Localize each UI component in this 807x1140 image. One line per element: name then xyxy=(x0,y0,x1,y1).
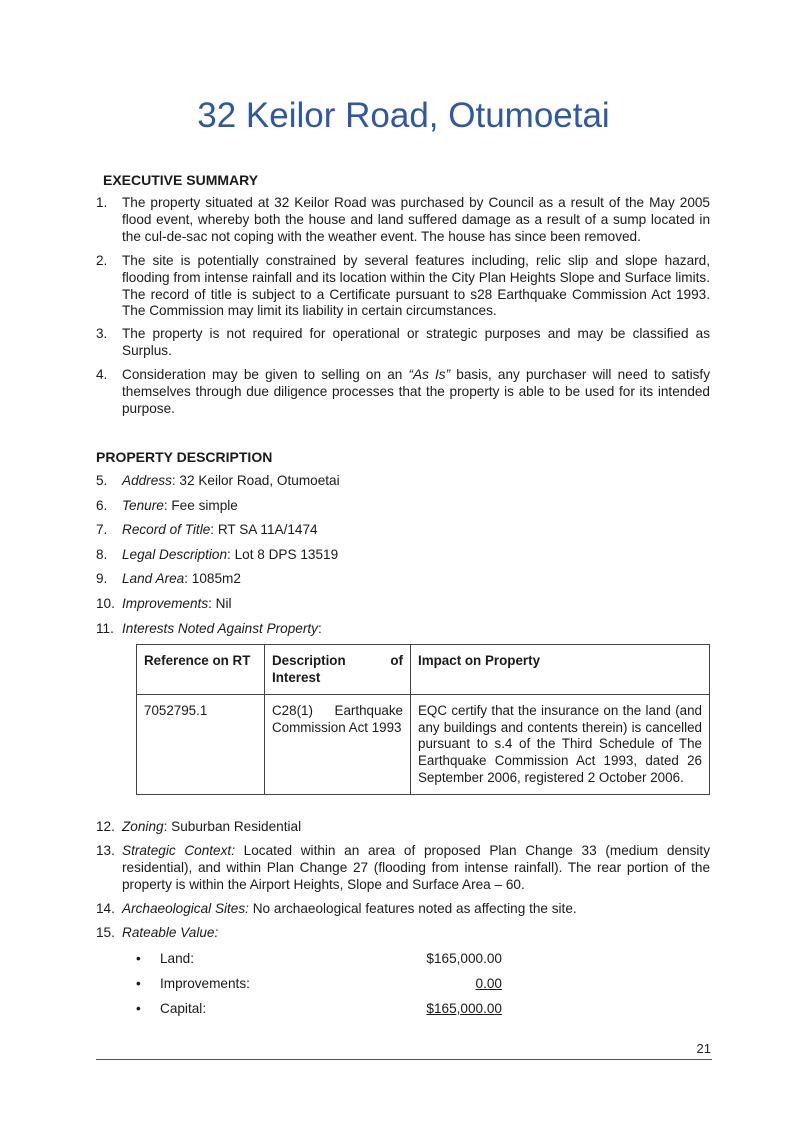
item-value: : RT SA 11A/1474 xyxy=(210,522,318,537)
item-value: : Nil xyxy=(208,596,232,611)
item-label: Tenure xyxy=(122,498,164,513)
item-number: 3. xyxy=(96,326,108,341)
item-label: Archaeological Sites: xyxy=(122,901,249,916)
list-item xyxy=(96,621,710,638)
item-number: 12. xyxy=(96,819,115,834)
list-item xyxy=(96,195,710,245)
item-number: 11. xyxy=(96,621,114,636)
value-amount: $165,000.00 xyxy=(426,1001,502,1016)
list-item xyxy=(96,326,710,360)
page-number: 21 xyxy=(696,1041,711,1056)
item-text: The site is potentially constrained by several features including, relic slip and slope hazard, flooding from intense rainfall and its location within the City Plan Heights Slope and Surface limits. The record of title is subject to a Certificate pursuant to s28 Earthquake Commission Act 1993. The Commission may limit its liability in certain circumstances. xyxy=(122,253,710,319)
item-number: 10. xyxy=(96,596,115,611)
list-item xyxy=(96,901,710,918)
value-amount: 0.00 xyxy=(475,976,502,991)
item-value: : 1085m2 xyxy=(184,571,241,586)
item-value: Located within an area of proposed Plan Change 33 (medium density residential), and within Plan Change 27 (flooding from intense rainfall). The rear portion of the property is within the Airport Heights, Slope and Surface Area – 60. xyxy=(122,843,710,892)
item-label: Record of Title xyxy=(122,522,211,537)
item-number: 15. xyxy=(96,925,115,940)
item-text xyxy=(122,925,710,942)
item-text: Consideration may be given to selling on an “As Is” basis, any purchaser will need to satisfy themselves through due diligence processes that the property is able to be used for its intended purpose. xyxy=(122,367,710,416)
cell-description: C28(1) Earthquake Commission Act 1993 xyxy=(265,695,411,795)
executive-summary-heading: EXECUTIVE SUMMARY xyxy=(103,172,259,188)
item-value: : 32 Keilor Road, Otumoetai xyxy=(171,473,340,488)
list-item xyxy=(96,925,710,942)
item-text xyxy=(122,843,710,893)
item-value: No archaeological features noted as affecting the site. xyxy=(248,901,577,916)
item-text xyxy=(122,547,710,564)
cell-reference: 7052795.1 xyxy=(137,695,265,795)
list-item xyxy=(96,473,710,490)
list-item xyxy=(96,367,710,417)
item-text xyxy=(122,571,710,588)
column-header-description: Description of Interest xyxy=(265,645,411,695)
table-header-row xyxy=(137,645,710,695)
item-label: Legal Description xyxy=(122,547,228,562)
value-label: Land: xyxy=(160,951,195,966)
cell-impact: EQC certify that the insurance on the land (and any buildings and contents therein) is cancelled pursuant to s.4 of the Third Schedule of The Earthquake Commission Act 1993, dated 26 September 2006, registered 2 October 2006. xyxy=(411,695,710,795)
item-label: Zoning xyxy=(122,819,164,834)
item-number: 7. xyxy=(96,522,108,537)
item-number: 1. xyxy=(96,195,108,210)
list-item xyxy=(96,819,710,836)
item-number: 2. xyxy=(96,253,108,268)
item-value: : Lot 8 DPS 13519 xyxy=(227,547,339,562)
item-text xyxy=(122,819,710,836)
item-text: The property situated at 32 Keilor Road was purchased by Council as a result of the May 2005 flood event, whereby both the house and land suffered damage as a result of a sump located in the cul-de-sac not coping with the weather event. The house has since been removed. xyxy=(122,195,710,244)
item-label: Land Area xyxy=(122,571,185,586)
item-number: 9. xyxy=(96,571,108,586)
list-item xyxy=(96,843,710,893)
list-item xyxy=(96,596,710,613)
item-label: Strategic Context: xyxy=(122,843,235,858)
item-text xyxy=(122,621,710,638)
list-item xyxy=(96,547,710,564)
item-label: Improvements xyxy=(122,596,209,611)
interests-table xyxy=(136,644,710,795)
item-text xyxy=(122,522,710,539)
item-text xyxy=(122,473,710,490)
list-item xyxy=(96,522,710,539)
as-is-emphasis: “As Is” xyxy=(408,367,451,382)
value-amount: $165,000.00 xyxy=(426,951,502,966)
property-description-heading: PROPERTY DESCRIPTION xyxy=(96,449,273,465)
bullet-icon: • xyxy=(136,1001,141,1016)
footer-divider xyxy=(96,1059,712,1060)
value-label: Improvements: xyxy=(160,976,250,991)
item-value: : Suburban Residential xyxy=(163,819,302,834)
item-text xyxy=(122,901,710,918)
list-item xyxy=(96,571,710,588)
item-number: 6. xyxy=(96,498,108,513)
item-text: The property is not required for operational or strategic purposes and may be classified as Surplus. xyxy=(122,326,710,358)
item-number: 4. xyxy=(96,367,108,382)
item-text xyxy=(122,596,710,613)
item-text xyxy=(122,498,710,515)
item-label: Rateable Value: xyxy=(122,925,219,940)
value-label: Capital: xyxy=(160,1001,207,1016)
item-number: 14. xyxy=(96,901,115,916)
item-label: Interests Noted Against Property xyxy=(122,621,318,636)
item-number: 13. xyxy=(96,843,115,858)
item-value: : Fee simple xyxy=(163,498,238,513)
list-item xyxy=(96,498,710,515)
table-row xyxy=(137,695,710,795)
column-header-reference: Reference on RT xyxy=(137,645,265,695)
item-number: 8. xyxy=(96,547,108,562)
bullet-icon: • xyxy=(136,976,141,991)
bullet-icon: • xyxy=(136,951,141,966)
item-value: : xyxy=(317,621,322,636)
item-label: Address xyxy=(122,473,172,488)
item-number: 5. xyxy=(96,473,108,488)
list-item xyxy=(96,253,710,320)
page-title: 32 Keilor Road, Otumoetai xyxy=(197,96,610,135)
column-header-impact: Impact on Property xyxy=(411,645,710,695)
